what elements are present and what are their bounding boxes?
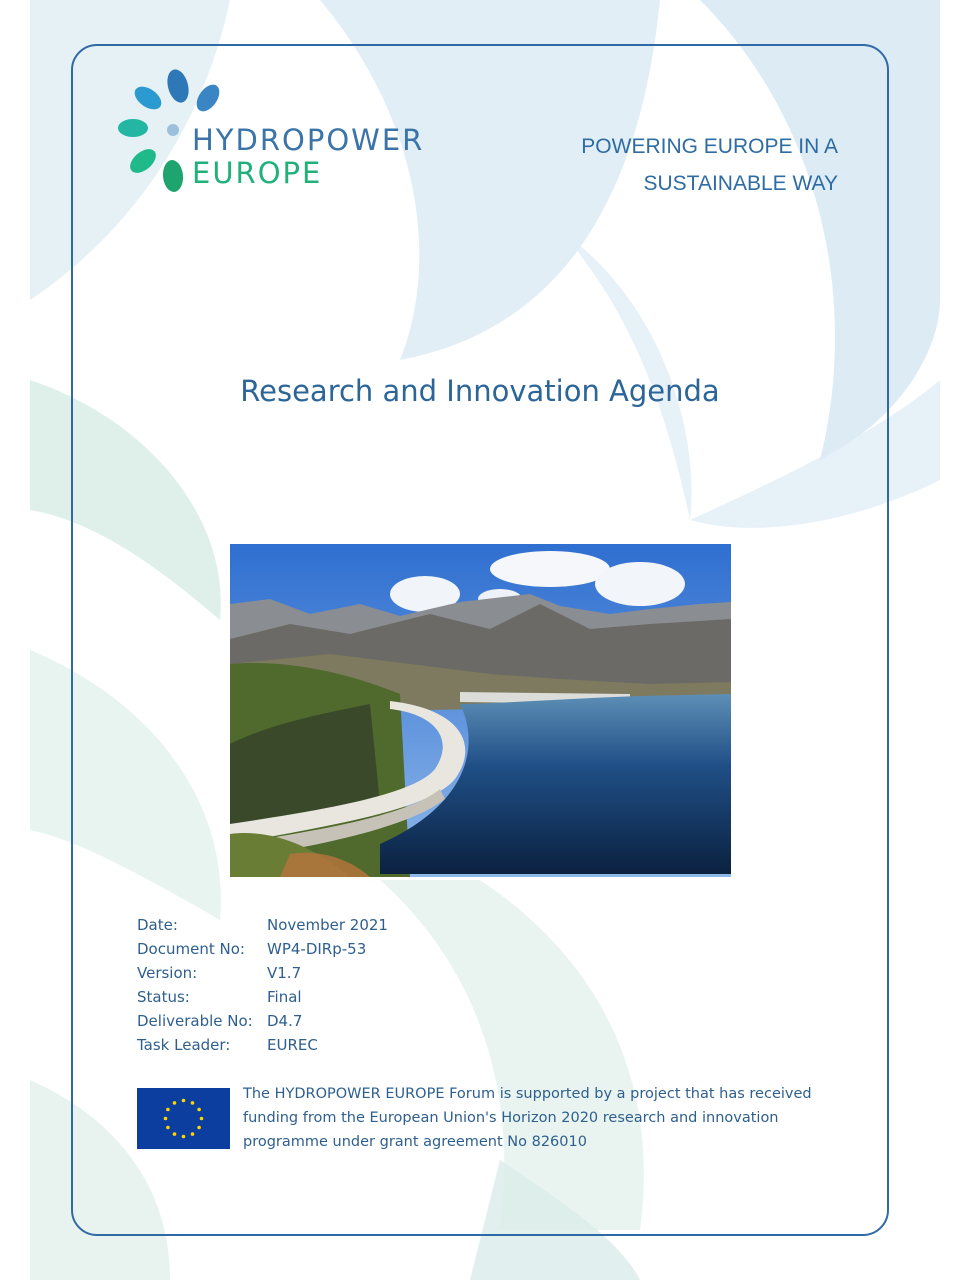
- meta-label: Date:: [137, 916, 178, 934]
- meta-value: V1.7: [267, 964, 302, 982]
- logo-line-hydropower: HYDROPOWER: [192, 123, 425, 157]
- meta-row-document-no: [137, 937, 388, 961]
- document-title: Research and Innovation Agenda: [240, 374, 720, 408]
- meta-row-date: [137, 913, 388, 937]
- meta-row-task-leader: [137, 1033, 388, 1057]
- cover-photo-dam: [230, 544, 731, 877]
- meta-label: Task Leader:: [137, 1036, 231, 1054]
- logo-line-europe: EUROPE: [192, 156, 323, 190]
- meta-row-deliverable-no: [137, 1009, 388, 1033]
- logo-wordmark: [192, 123, 425, 190]
- funding-line-2: funding from the European Union's Horizon 2020 research and innovation: [243, 1110, 779, 1126]
- eu-flag-icon: [137, 1088, 230, 1149]
- meta-value: November 2021: [267, 916, 388, 934]
- meta-value: D4.7: [267, 1012, 303, 1030]
- document-metadata: [137, 913, 388, 1057]
- meta-value: EUREC: [267, 1036, 318, 1054]
- meta-value: WP4-DIRp-53: [267, 940, 367, 958]
- funding-statement: [243, 1082, 843, 1154]
- tagline-line-1: POWERING EUROPE IN A: [581, 135, 838, 158]
- funding-line-3: programme under grant agreement No 826010: [243, 1134, 587, 1150]
- meta-row-version: [137, 961, 388, 985]
- meta-label: Status:: [137, 988, 190, 1006]
- tagline: [581, 128, 838, 202]
- tagline-line-2: SUSTAINABLE WAY: [643, 172, 838, 195]
- meta-value: Final: [267, 988, 302, 1006]
- meta-label: Version:: [137, 964, 198, 982]
- meta-row-status: [137, 985, 388, 1009]
- meta-label: Document No:: [137, 940, 245, 958]
- funding-line-1: The HYDROPOWER EUROPE Forum is supported by a project that has received: [243, 1086, 812, 1102]
- meta-label: Deliverable No:: [137, 1012, 253, 1030]
